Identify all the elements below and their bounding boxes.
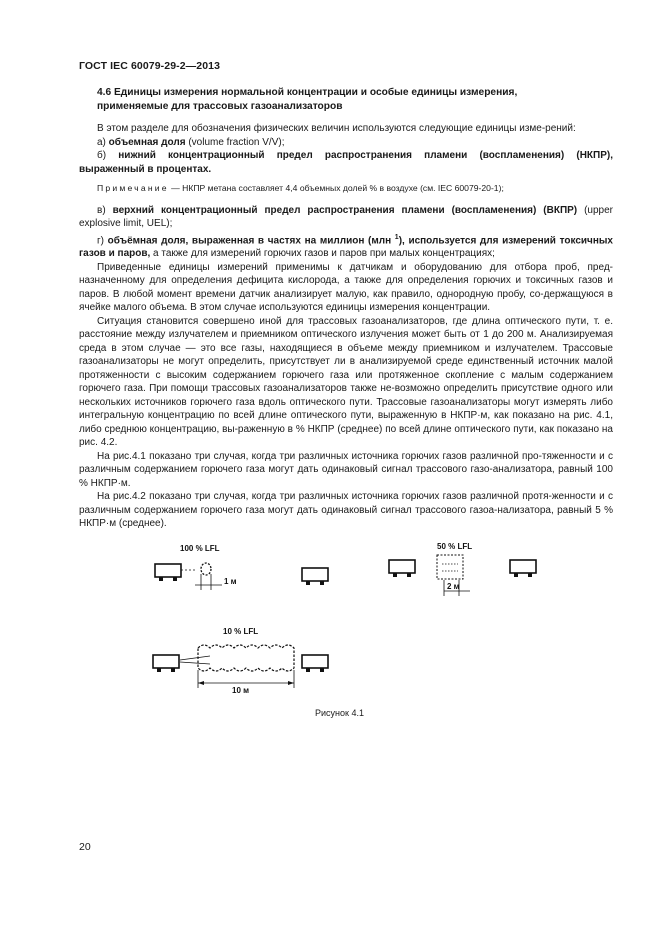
label-10-lfl: 10 % LFL (223, 627, 259, 636)
emitter-icon (389, 560, 415, 577)
gas-cloud-small (201, 563, 211, 575)
dim-1m: 1 м (224, 577, 237, 586)
body-text (79, 122, 613, 531)
paragraph-2: Ситуация становится совершено иной для трассовых газоанализаторов, где длина оптического пути, т. е. расстояние между излучателем и приемником оптического излучения может быть от 1 до 200 м. Анализируемая среда в этом случае — это все газы, находящиеся в объеме между приемником и излучателем. Трассовые газоанализаторы не могут определить, присутствует ли в анализируемой среде единственный источник малой протяженности с высоким содержанием горючего газа или протяженное скопление с малым содержанием горючего газа. При помощи трассовых газоанализаторов также не-возможно определить присутствие одного или нескольких источников горючего газа вдоль оптического пути. Трассовые газоанализаторы могут измерять либо интегральную концентрацию по всей длине оптического пути, выраженную в НКПР·м, как показано на рис. 4.1, либо среднюю концентрацию, вы-раженную в % НКПР (среднее) по всей длине оптического пути, как показано на рис. 4.2. (79, 315, 613, 449)
intro-paragraph: В этом разделе для обозначения физических величин используются следующие единицы изме-рений: (97, 123, 576, 134)
item-c: в) верхний концентрационный предел распространения пламени (воспламенения) (ВКПР) (upper explosive limit, UEL); (79, 204, 614, 229)
item-b: б) нижний концентрационный предел распространения пламени (воспламенения) (НКПР), выраженный в процентах. (79, 150, 613, 175)
dim-2m: 2 м (447, 582, 460, 591)
paragraph-4: На рис.4.2 показано три случая, когда три различных источника горючих газов различной протя-женности и с различным содержанием горючего газа могут дать одинаковый сигнал трассового газоа-нализатора, равный 5 % НКПР·м (среднее). (79, 491, 613, 530)
section-title-line2: применяемые для трассовых газоанализаторов (97, 100, 343, 112)
receiver-icon (510, 560, 536, 577)
item-a: а) объемная доля (volume fraction V/V); (97, 136, 285, 148)
label-100-lfl: 100 % LFL (180, 544, 220, 553)
section-title-line1: Единицы измерения нормальной концентрации и особые единицы измерения, (114, 87, 518, 98)
figure-4-1 (140, 540, 540, 700)
section-heading (97, 86, 602, 113)
gas-cloud-medium (437, 555, 463, 579)
receiver-icon (302, 655, 328, 672)
figure-caption: Рисунок 4.1 (315, 708, 364, 718)
paragraph-3: На рис.4.1 показано три случая, когда три различных источника горючих газов различной про-тяженности и с различным содержанием горючего газа могут дать одинаковый сигнал трассового газо-анализатора, равный 100 % НКПР·м. (79, 450, 613, 489)
figure-drawing (140, 540, 540, 700)
receiver-icon (302, 568, 328, 585)
note-label: Примечание (97, 183, 169, 193)
gas-cloud-long (198, 645, 294, 671)
paragraph-1: Приведенные единицы измерений применимы к датчикам и оборудованию для отбора проб, пред-назначенному для определения дефицита кислорода, а также для определения горючих и токсичных газов и паров. В любой момент времени датчик анализирует малую, как правило, однородную пробу, со-держащуюся в ячейке малого объема. В этом случае используются единицы измерения концентрации. (79, 261, 613, 314)
emitter-icon (155, 564, 181, 581)
section-number: 4.6 (97, 87, 112, 98)
page-number: 20 (79, 841, 91, 853)
document-header: ГОСТ IEC 60079-29-2—2013 (79, 60, 221, 72)
item-d: г) объёмная доля, выраженная в частях на миллион (млн $^1$), используется для измерений токсичных газов и паров, а также для измерений горючих газов и паров при малых концентрациях; (79, 233, 613, 260)
note: Примечание — НКПР метана составляет 4,4 объемных долей % в воздухе (см. IEC 60079-20-1); (97, 183, 504, 193)
label-50-lfl: 50 % LFL (437, 542, 473, 551)
emitter-icon (153, 655, 179, 672)
dim-10m: 10 м (232, 686, 250, 695)
